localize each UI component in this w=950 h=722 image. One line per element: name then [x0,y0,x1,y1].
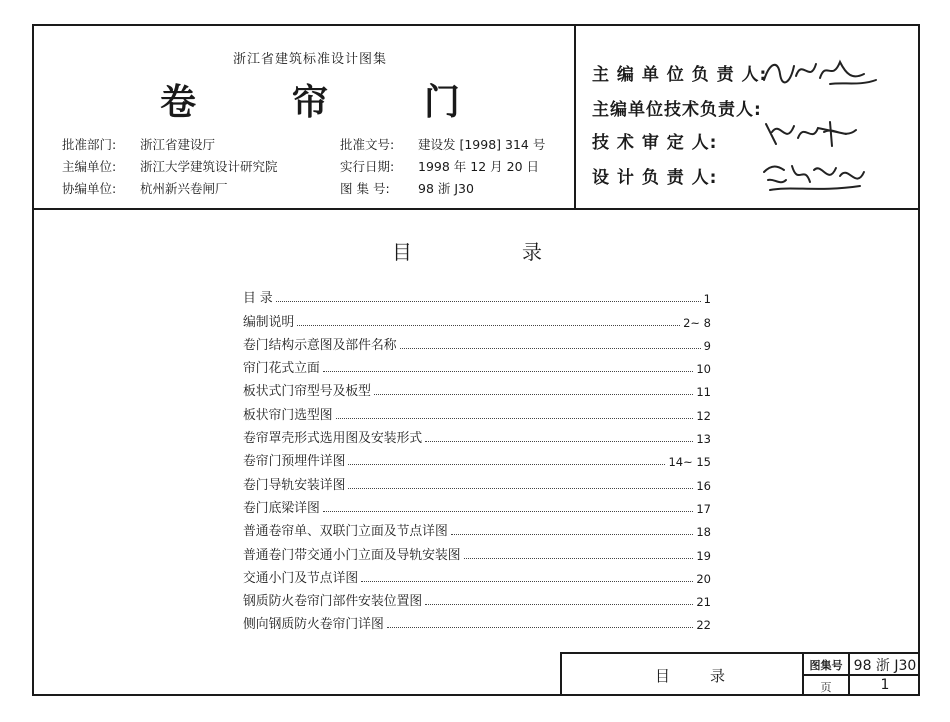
toc-entry-page: 13 [696,432,711,447]
title-block-name [655,665,725,686]
toc-leader-dots [361,581,693,582]
toc-entry-title: 板状帘门选型图 [243,407,333,423]
title-block-border [560,652,562,696]
toc-entry-page: 22 [696,618,711,633]
info-label: 批准部门: [62,137,117,152]
page-number-value: 1 [880,677,890,693]
info-label: 实行日期: [340,159,395,174]
toc-entry-page: 17 [696,501,711,516]
toc-leader-dots [297,325,680,326]
toc-leader-dots [464,558,694,559]
toc-entry-title: 编制说明 [243,314,295,330]
toc-entry-title: 目 录 [243,291,273,307]
main-title [160,74,460,125]
toc-leader-dots [374,394,693,395]
toc-entry [243,516,711,539]
toc-leader-dots [276,301,701,302]
toc-leader-dots [348,488,693,489]
toc-entry-page: 18 [696,525,711,540]
toc-entry-page: 19 [696,548,711,563]
toc-leader-dots [425,604,693,605]
info-effective-date [340,157,539,175]
info-value: 浙江大学建筑设计研究院 [140,159,278,174]
info-label: 图 集 号: [340,181,390,196]
toc-entry [243,563,711,586]
page-label: 页 [820,681,832,694]
toc-entry [243,469,711,492]
toc-entry-page: 11 [696,385,711,400]
toc-entry [243,376,711,399]
toc-entry-title: 帘门花式立面 [243,361,320,377]
toc-entry-title: 卷门底梁详图 [243,500,320,516]
toc-entry-page: 21 [696,595,711,610]
toc-entry [243,330,711,353]
role-chief-unit-head: 主 编 单 位 负 责 人: [592,65,768,85]
toc-entry-title: 卷帘门预埋件详图 [243,454,346,470]
info-co-unit [62,179,228,197]
toc-entry-title: 钢质防火卷帘门部件安装位置图 [243,594,423,610]
info-label: 协编单位: [62,181,117,196]
toc-leader-dots [336,418,694,419]
info-label: 批准文号: [340,137,395,152]
toc-entry-title: 卷帘罩壳形式选用图及安装形式 [243,431,423,447]
info-chief-unit [62,157,278,175]
toc-leader-dots [348,464,665,465]
toc-entry [243,399,711,422]
toc-entry-page: 1 [703,292,711,307]
atlas-number-value: 98 浙 J30 [853,658,917,674]
info-value: 浙江省建设厅 [140,137,216,152]
toc-entry-title: 普通卷帘单、双联门立面及节点详图 [243,524,448,540]
toc-entry-page: 14~ 15 [668,455,711,470]
atlas-number-label: 图集号 [809,659,843,672]
toc-entry-title: 板状式门帘型号及板型 [243,384,371,400]
toc-leader-dots [400,348,701,349]
toc-entry-title: 侧向钢质防火卷帘门详图 [243,617,384,633]
info-approval-no [340,135,545,153]
toc-leader-dots [425,441,693,442]
toc-leader-dots [323,371,694,372]
toc-heading-char: 目 [392,240,412,264]
toc-entry [243,353,711,376]
role-chief-tech-head: 主编单位技术负责人: [592,100,762,120]
toc-entry-title: 卷门结构示意图及部件名称 [243,337,397,353]
handwritten-signature [760,54,880,90]
toc-entry [243,283,711,306]
title-block-border [560,652,920,654]
atlas-series-title: 浙江省建筑标准设计图集 [232,52,387,67]
toc-entry-page: 9 [703,338,711,353]
toc-list [243,283,711,632]
toc-entry-title: 卷门导轨安装详图 [243,477,346,493]
title-block-name-char: 录 [709,667,725,685]
info-value: 98 浙 J30 [418,181,474,196]
header-divider [32,208,920,210]
toc-entry [243,423,711,446]
info-value: 1998 年 12 月 20 日 [418,159,539,174]
info-value: 杭州新兴卷闸厂 [140,181,228,196]
toc-entry-page: 16 [696,478,711,493]
toc-entry [243,586,711,609]
toc-leader-dots [323,511,694,512]
info-label: 主编单位: [62,159,117,174]
toc-entry [243,493,711,516]
toc-entry [243,306,711,329]
toc-heading-char: 录 [522,240,542,264]
toc-entry-page: 10 [696,362,711,377]
toc-leader-dots [387,627,694,628]
title-block-name-char: 目 [655,667,671,685]
toc-entry-title: 交通小门及节点详图 [243,570,359,586]
header-vertical-divider [574,24,576,209]
handwritten-signature [760,116,870,150]
toc-heading [392,236,542,265]
info-value: 建设发 [1998] 314 号 [418,137,546,152]
toc-entry [243,446,711,469]
toc-entry-page: 2~ 8 [683,315,711,330]
main-title-char: 帘 [291,81,328,123]
toc-entry-page: 20 [696,571,711,586]
main-title-char: 卷 [160,81,197,123]
info-atlas-no [340,179,474,197]
main-title-char: 门 [423,81,460,123]
role-design-lead: 设 计 负 责 人: [592,168,718,188]
toc-leader-dots [451,534,694,535]
info-approval-dept [62,135,215,153]
toc-entry-page: 12 [696,408,711,423]
role-tech-reviewer: 技 术 审 定 人: [592,133,718,153]
handwritten-signature [760,156,870,196]
toc-entry [243,609,711,632]
toc-entry-title: 普通卷门带交通小门立面及导轨安装图 [243,547,461,563]
toc-entry [243,539,711,562]
